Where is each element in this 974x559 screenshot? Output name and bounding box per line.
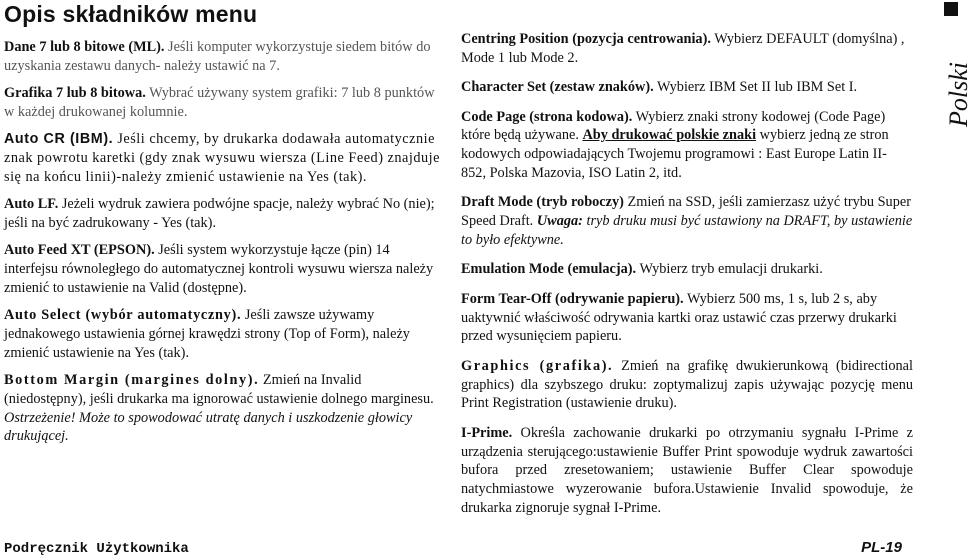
page-title: Opis składników menu [4, 1, 258, 27]
entry-graphics-bits [4, 84, 444, 122]
entry-text: Jeśli chcemy, by drukarka dodawała automatycznie znak powrotu karetki (gdy znak wysuwu wiersza (Line Feed) znajduje się na końcu linii)-należy zmienić ustawienie na Yes (tak). [4, 131, 440, 185]
entry-text: Określa zachowanie drukarki po otrzymaniu sygnału I-Prime z urządzenia sterującego:ustawienie Buffer Print spowoduje wydruk zawartości bufora przed zresetowaniem; ustawienie Buffer Clear spowoduje natychmiastowe wyzerowanie bufora.Ustawienie Invalid spowoduje, że drukarka zignoruje sygnał I-Prime. [461, 424, 913, 516]
entry-emulation-mode [461, 260, 913, 279]
entry-auto-feed-xt [4, 241, 444, 297]
entry-code-page [461, 108, 913, 183]
entry-text: Jeśli komputer wykorzystuje siedem bitów do uzyskania zestawu danych- należy ustawić na 7. [4, 39, 431, 74]
entry-term: Form Tear-Off (odrywanie papieru). [461, 290, 684, 307]
entry-term: Auto Feed XT (EPSON). [4, 242, 155, 259]
entry-centring-position [461, 30, 913, 68]
entry-i-prime [461, 424, 913, 518]
entry-text: Wybierz DEFAULT (domyślna) , Mode 1 lub Mode 2. [461, 31, 905, 66]
left-column [4, 38, 444, 455]
entry-term: Graphics (grafika). [461, 357, 614, 374]
entry-text: Zmień na SSD, jeśli zamierzasz użyć trybu Super Speed Draft. [461, 194, 911, 230]
entry-bottom-margin [4, 371, 444, 446]
entry-text: Wybierz 500 ms, 1 s, lub 2 s, aby uaktywnić właściwość odrywania kartki oraz ustawić czas przerwy drukarki przed wysunięciem papieru. [461, 290, 897, 345]
entry-term: Dane 7 lub 8 bitowe (ML). [4, 39, 165, 55]
entry-form-tear-off [461, 290, 913, 346]
entry-term: Character Set (zestaw znaków). [461, 79, 654, 96]
right-column [461, 30, 913, 528]
language-tab [914, 0, 973, 127]
entry-term: Auto LF. [4, 196, 59, 213]
entry-text: Jeśli zawsze używamy jednakowego ustawienia górnej krawędzi strony (Top of Form), należy zmienić ustawienie na Yes (tak). [4, 307, 410, 361]
entry-term: Grafika 7 lub 8 bitowa. [4, 85, 146, 102]
entry-text: Jeżeli wydruk zawiera podwójne spacje, należy wybrać No (nie); jeśli na być zadrukowany - Yes (tak). [4, 196, 435, 231]
entry-term: Auto Select (wybór automatyczny). [4, 307, 242, 324]
entry-term: Code Page (strona kodowa). [461, 108, 633, 125]
entry-text: Zmień na Invalid (niedostępny), jeśli drukarka ma ignorować ustawienie dolnego marginesu. [4, 371, 434, 407]
entry-text: Wybierz tryb emulacji drukarki. [636, 261, 823, 278]
entry-emphasis: Aby drukować polskie znaki [582, 127, 757, 144]
entry-note-label: Uwaga: [536, 213, 583, 230]
entry-text: Zmień na grafikę dwukierunkową (bidirectional graphics) dla szybszego druku: zoptymalizuj zapis używając pozycję menu Print Registration (ustawienie druku). [461, 357, 914, 412]
entry-auto-select [4, 306, 444, 362]
entry-note: tryb druku musi być ustawiony na DRAFT, by ustawienie to było efektywne. [461, 213, 913, 248]
entry-character-set [461, 78, 913, 97]
tab-marker [944, 2, 958, 16]
entry-text: Wybierz IBM Set II lub IBM Set I. [653, 79, 858, 96]
entry-auto-lf [4, 195, 444, 233]
page-number: PL-19 [861, 539, 902, 556]
entry-warning: Ostrzeżenie! Może to spowodować utratę danych i uszkodzenie głowicy drukującej. [4, 409, 413, 445]
entry-term: Bottom Margin (margines dolny). [4, 371, 260, 388]
entry-text: Wybrać używany system grafiki: 7 lub 8 punktów w każdej drukowanej kolumnie. [4, 85, 435, 120]
entry-term: Auto CR (IBM). [4, 131, 114, 148]
entry-term: Emulation Mode (emulacja). [461, 261, 637, 278]
entry-term: I-Prime. [461, 424, 513, 441]
entry-term: Centring Position (pozycja centrowania). [461, 31, 711, 47]
language-tab-label: Polski [944, 62, 973, 127]
entry-graphics [461, 357, 913, 413]
entry-text: Jeśli system wykorzystuje łącze (pin) 14 interfejsu równoległego do automatycznej kontroli wysuwu wiersza należy zmienić to ustawienie na Valid (dostępne). [4, 242, 434, 296]
entry-text-cont: wybierz jedną ze stron kodowych odpowiadających Twojemu programowi : East Europe Latin II- 852, Polska Mazovia, ISO Latin 2, itd. [461, 127, 889, 181]
entry-auto-cr [4, 130, 444, 186]
entry-text: Wybierz znaki strony kodowej (Code Page) które będą używane. [461, 108, 886, 144]
entry-term: Draft Mode (tryb roboczy) [461, 194, 624, 211]
footer-manual-title: Podręcznik Użytkownika [4, 541, 189, 557]
entry-draft-mode [461, 193, 913, 249]
entry-data-bits [4, 38, 444, 76]
